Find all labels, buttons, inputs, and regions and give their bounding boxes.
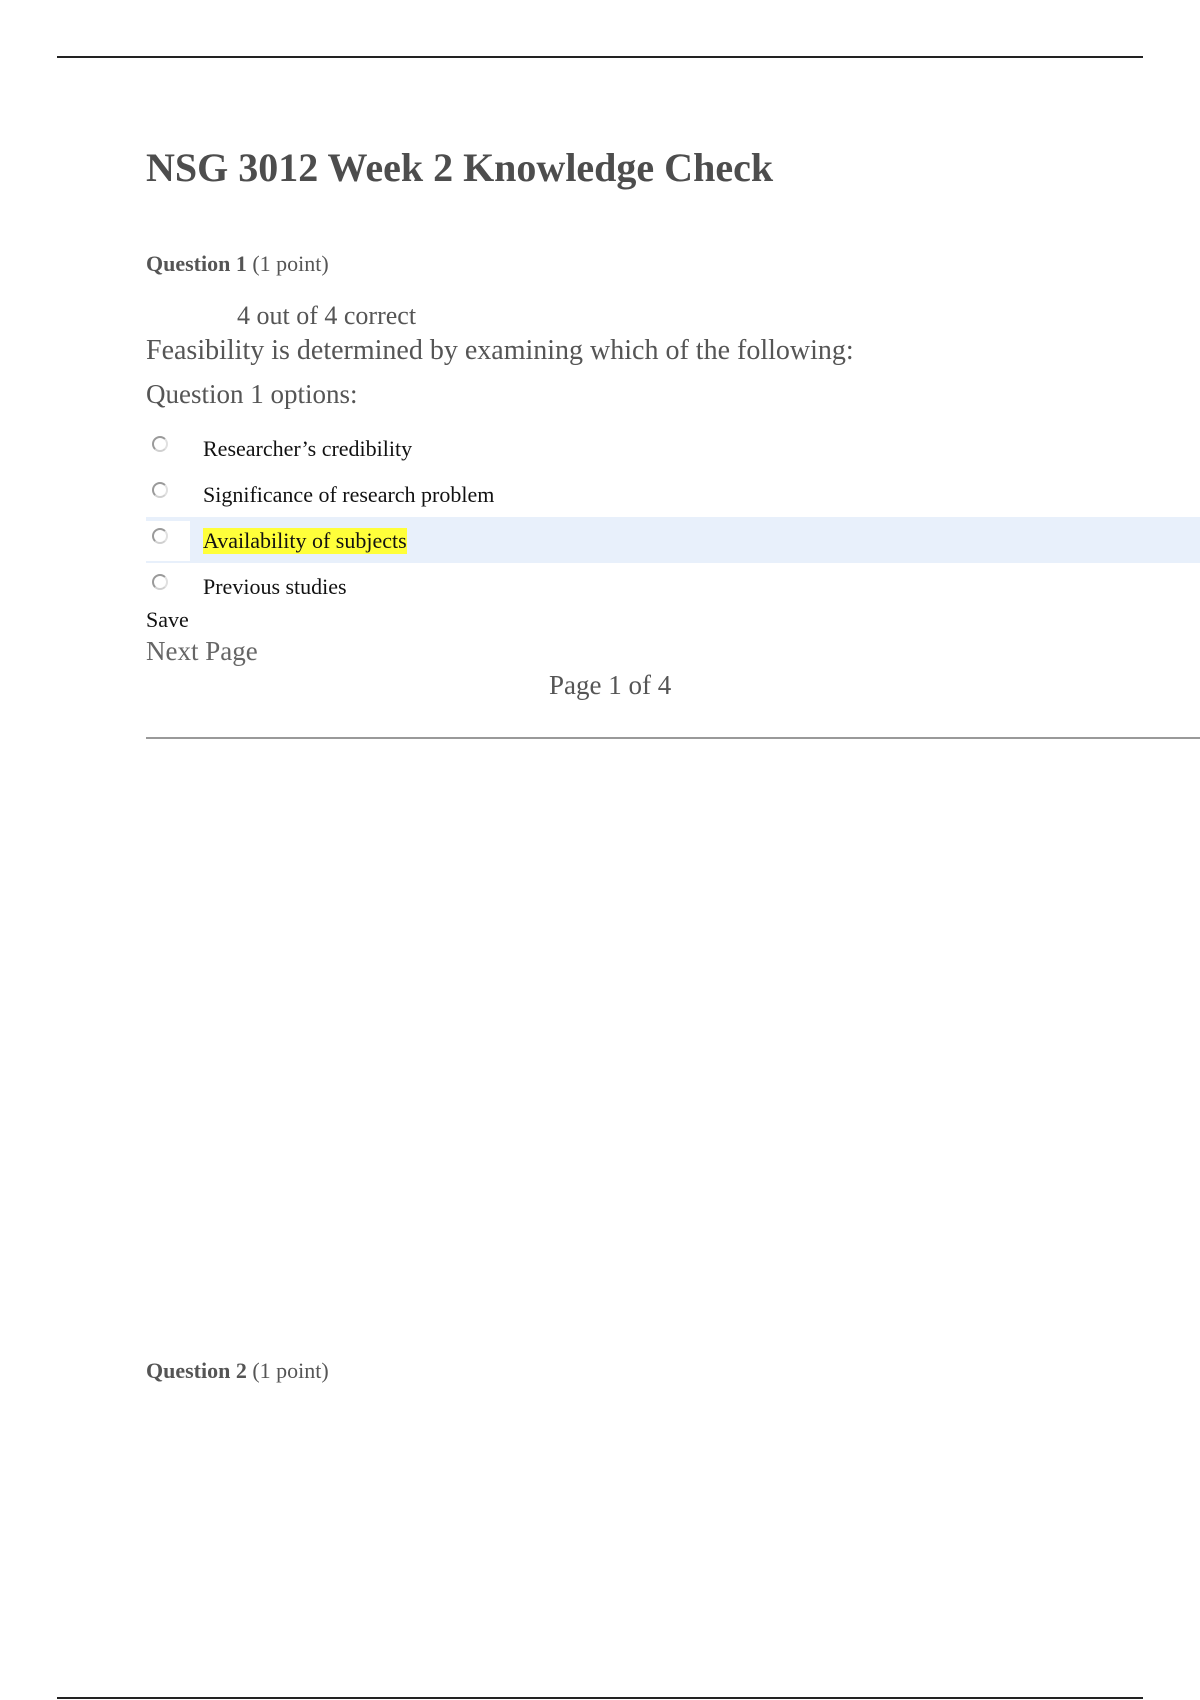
- option-significance-of-research-problem[interactable]: [146, 471, 1200, 517]
- option-researchers-credibility[interactable]: [146, 425, 1200, 471]
- radio-button[interactable]: [152, 574, 168, 590]
- option-label: Previous studies: [203, 574, 347, 599]
- question-1-options-label: Question 1 options:: [146, 379, 358, 409]
- option-label: Significance of research problem: [203, 482, 495, 507]
- bottom-rule: [57, 1697, 1143, 1699]
- question-1-points: (1 point): [252, 251, 329, 276]
- save-button[interactable]: Save: [146, 607, 189, 632]
- question-2-points: (1 point): [252, 1358, 329, 1383]
- top-rule: [57, 56, 1143, 58]
- page-title: NSG 3012 Week 2 Knowledge Check: [146, 145, 774, 190]
- radio-button[interactable]: [152, 436, 168, 452]
- option-previous-studies[interactable]: [146, 563, 1200, 609]
- radio-focus-box: [146, 521, 190, 561]
- option-label: Researcher’s credibility: [203, 436, 413, 461]
- option-availability-of-subjects[interactable]: [146, 517, 1200, 563]
- next-page-button[interactable]: Next Page: [146, 636, 258, 666]
- section-divider: [146, 737, 1200, 739]
- radio-button[interactable]: [152, 482, 168, 498]
- question-1-options: [146, 425, 1200, 609]
- question-2-header: [146, 1358, 329, 1384]
- question-1-score: 4 out of 4 correct: [237, 301, 417, 330]
- question-1-header: [146, 251, 329, 277]
- page-indicator: Page 1 of 4: [549, 670, 672, 700]
- question-1-label: Question 1: [146, 251, 247, 276]
- question-1-prompt: Feasibility is determined by examining which of the following:: [146, 335, 854, 366]
- question-2-label: Question 2: [146, 1358, 247, 1383]
- option-label-highlighted: Availability of subjects: [203, 528, 407, 553]
- radio-button[interactable]: [152, 528, 168, 544]
